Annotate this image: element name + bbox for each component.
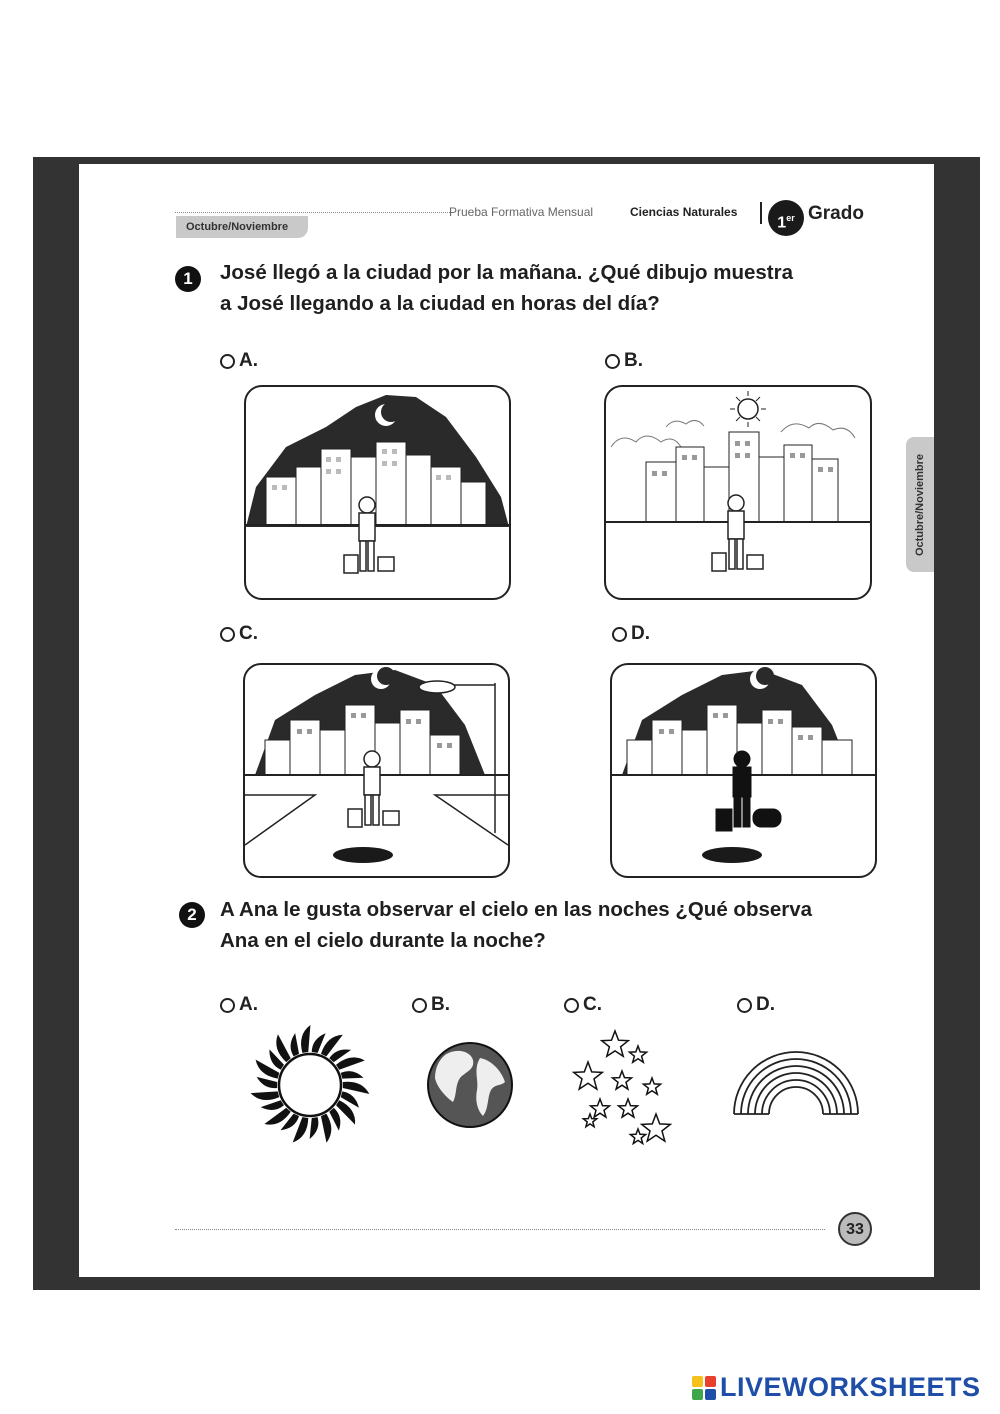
sun-ray	[276, 1034, 290, 1062]
q1-radio-a[interactable]	[220, 354, 235, 369]
footer-divider	[175, 1229, 825, 1230]
page-number: 33	[838, 1212, 872, 1246]
sun-icon[interactable]	[245, 1023, 375, 1148]
q2-option-d[interactable]	[737, 994, 775, 1016]
night-shadow-icon	[612, 665, 875, 876]
brand-square-4	[705, 1389, 716, 1400]
q2-option-b[interactable]	[412, 994, 450, 1016]
q2-option-b-label: B.	[431, 994, 450, 1015]
sun-ray	[310, 1117, 319, 1139]
star-shape	[619, 1099, 638, 1117]
star-shape	[602, 1031, 629, 1056]
q1-option-b-label: B.	[624, 350, 643, 371]
q2-radio-d[interactable]	[737, 998, 752, 1013]
q2-radio-a[interactable]	[220, 998, 235, 1013]
question-2-number: 2	[179, 902, 205, 928]
brand-logo[interactable]	[692, 1372, 981, 1403]
star-shape	[629, 1046, 646, 1062]
grade-number: 1	[777, 214, 787, 232]
sun-ray	[301, 1025, 310, 1053]
q1-option-a-label: A.	[239, 350, 258, 371]
q1-radio-d[interactable]	[612, 627, 627, 642]
sun-ray	[264, 1108, 290, 1125]
star-shape	[574, 1062, 603, 1089]
q1-picture-d[interactable]	[610, 663, 877, 878]
q1-radio-b[interactable]	[605, 354, 620, 369]
q2-option-c-label: C.	[583, 994, 602, 1015]
sun-ray	[261, 1100, 284, 1110]
night-street-icon	[245, 665, 508, 876]
star-shape	[630, 1129, 645, 1144]
grade-label: Grado	[808, 203, 864, 224]
q1-picture-a[interactable]	[244, 385, 511, 600]
q1-picture-c[interactable]	[243, 663, 510, 878]
q2-option-a[interactable]	[220, 994, 258, 1016]
question-1-line-2: a José llegando a la ciudad en horas del día?	[220, 292, 660, 315]
side-month-label: Octubre/Noviembre	[914, 453, 926, 556]
question-2-text	[220, 894, 812, 956]
sun-ray	[336, 1057, 365, 1069]
test-name: Prueba Formativa Mensual	[449, 205, 594, 219]
q1-option-a[interactable]	[220, 350, 258, 372]
brand-name: LIVEWORKSHEETS	[720, 1372, 981, 1402]
month-tab: Octubre/Noviembre	[176, 216, 308, 238]
night-city-icon	[246, 387, 509, 598]
header-separator	[760, 202, 762, 224]
q1-option-c[interactable]	[220, 623, 258, 645]
brand-square-1	[692, 1376, 703, 1387]
sun-ray	[321, 1114, 331, 1143]
q2-radio-c[interactable]	[564, 998, 579, 1013]
q2-option-c[interactable]	[564, 994, 602, 1016]
header-divider	[175, 212, 450, 213]
brand-icon	[692, 1376, 716, 1400]
star-shape	[642, 1114, 671, 1141]
star-shape	[591, 1099, 610, 1117]
brand-square-3	[692, 1389, 703, 1400]
q1-option-d[interactable]	[612, 623, 650, 645]
q1-option-b[interactable]	[605, 350, 643, 372]
q2-option-a-label: A.	[239, 994, 258, 1015]
question-1-number: 1	[175, 266, 201, 292]
question-1-text	[220, 257, 793, 319]
q2-radio-b[interactable]	[412, 998, 427, 1013]
q2-option-d-label: D.	[756, 994, 775, 1015]
sun-ray	[341, 1071, 364, 1078]
stars-icon[interactable]	[570, 1025, 680, 1150]
brand-square-2	[705, 1376, 716, 1387]
subject-name: Ciencias Naturales	[630, 205, 738, 219]
question-2-line-2: Ana en el cielo durante la noche?	[220, 929, 546, 952]
q1-radio-c[interactable]	[220, 627, 235, 642]
grade-suffix: er	[786, 213, 795, 223]
q1-picture-b[interactable]	[604, 385, 872, 600]
q1-option-c-label: C.	[239, 623, 258, 644]
sun-ray	[251, 1091, 280, 1100]
side-month-tab	[906, 437, 934, 572]
sun-ray	[291, 1033, 299, 1056]
question-1-line-1: José llegó a la ciudad por la mañana. ¿Qué dibujo muestra	[220, 261, 793, 284]
question-2-line-1: A Ana le gusta observar el cielo en las noches ¿Qué observa	[220, 898, 813, 921]
sun-ray	[343, 1082, 369, 1094]
star-shape	[643, 1078, 660, 1094]
grade-badge	[768, 200, 804, 236]
day-city-icon	[606, 387, 870, 598]
rainbow-icon[interactable]	[730, 1048, 862, 1118]
star-shape	[613, 1071, 632, 1089]
q1-option-d-label: D.	[631, 623, 650, 644]
sun-ray	[257, 1077, 278, 1088]
globe-icon[interactable]	[425, 1040, 515, 1130]
